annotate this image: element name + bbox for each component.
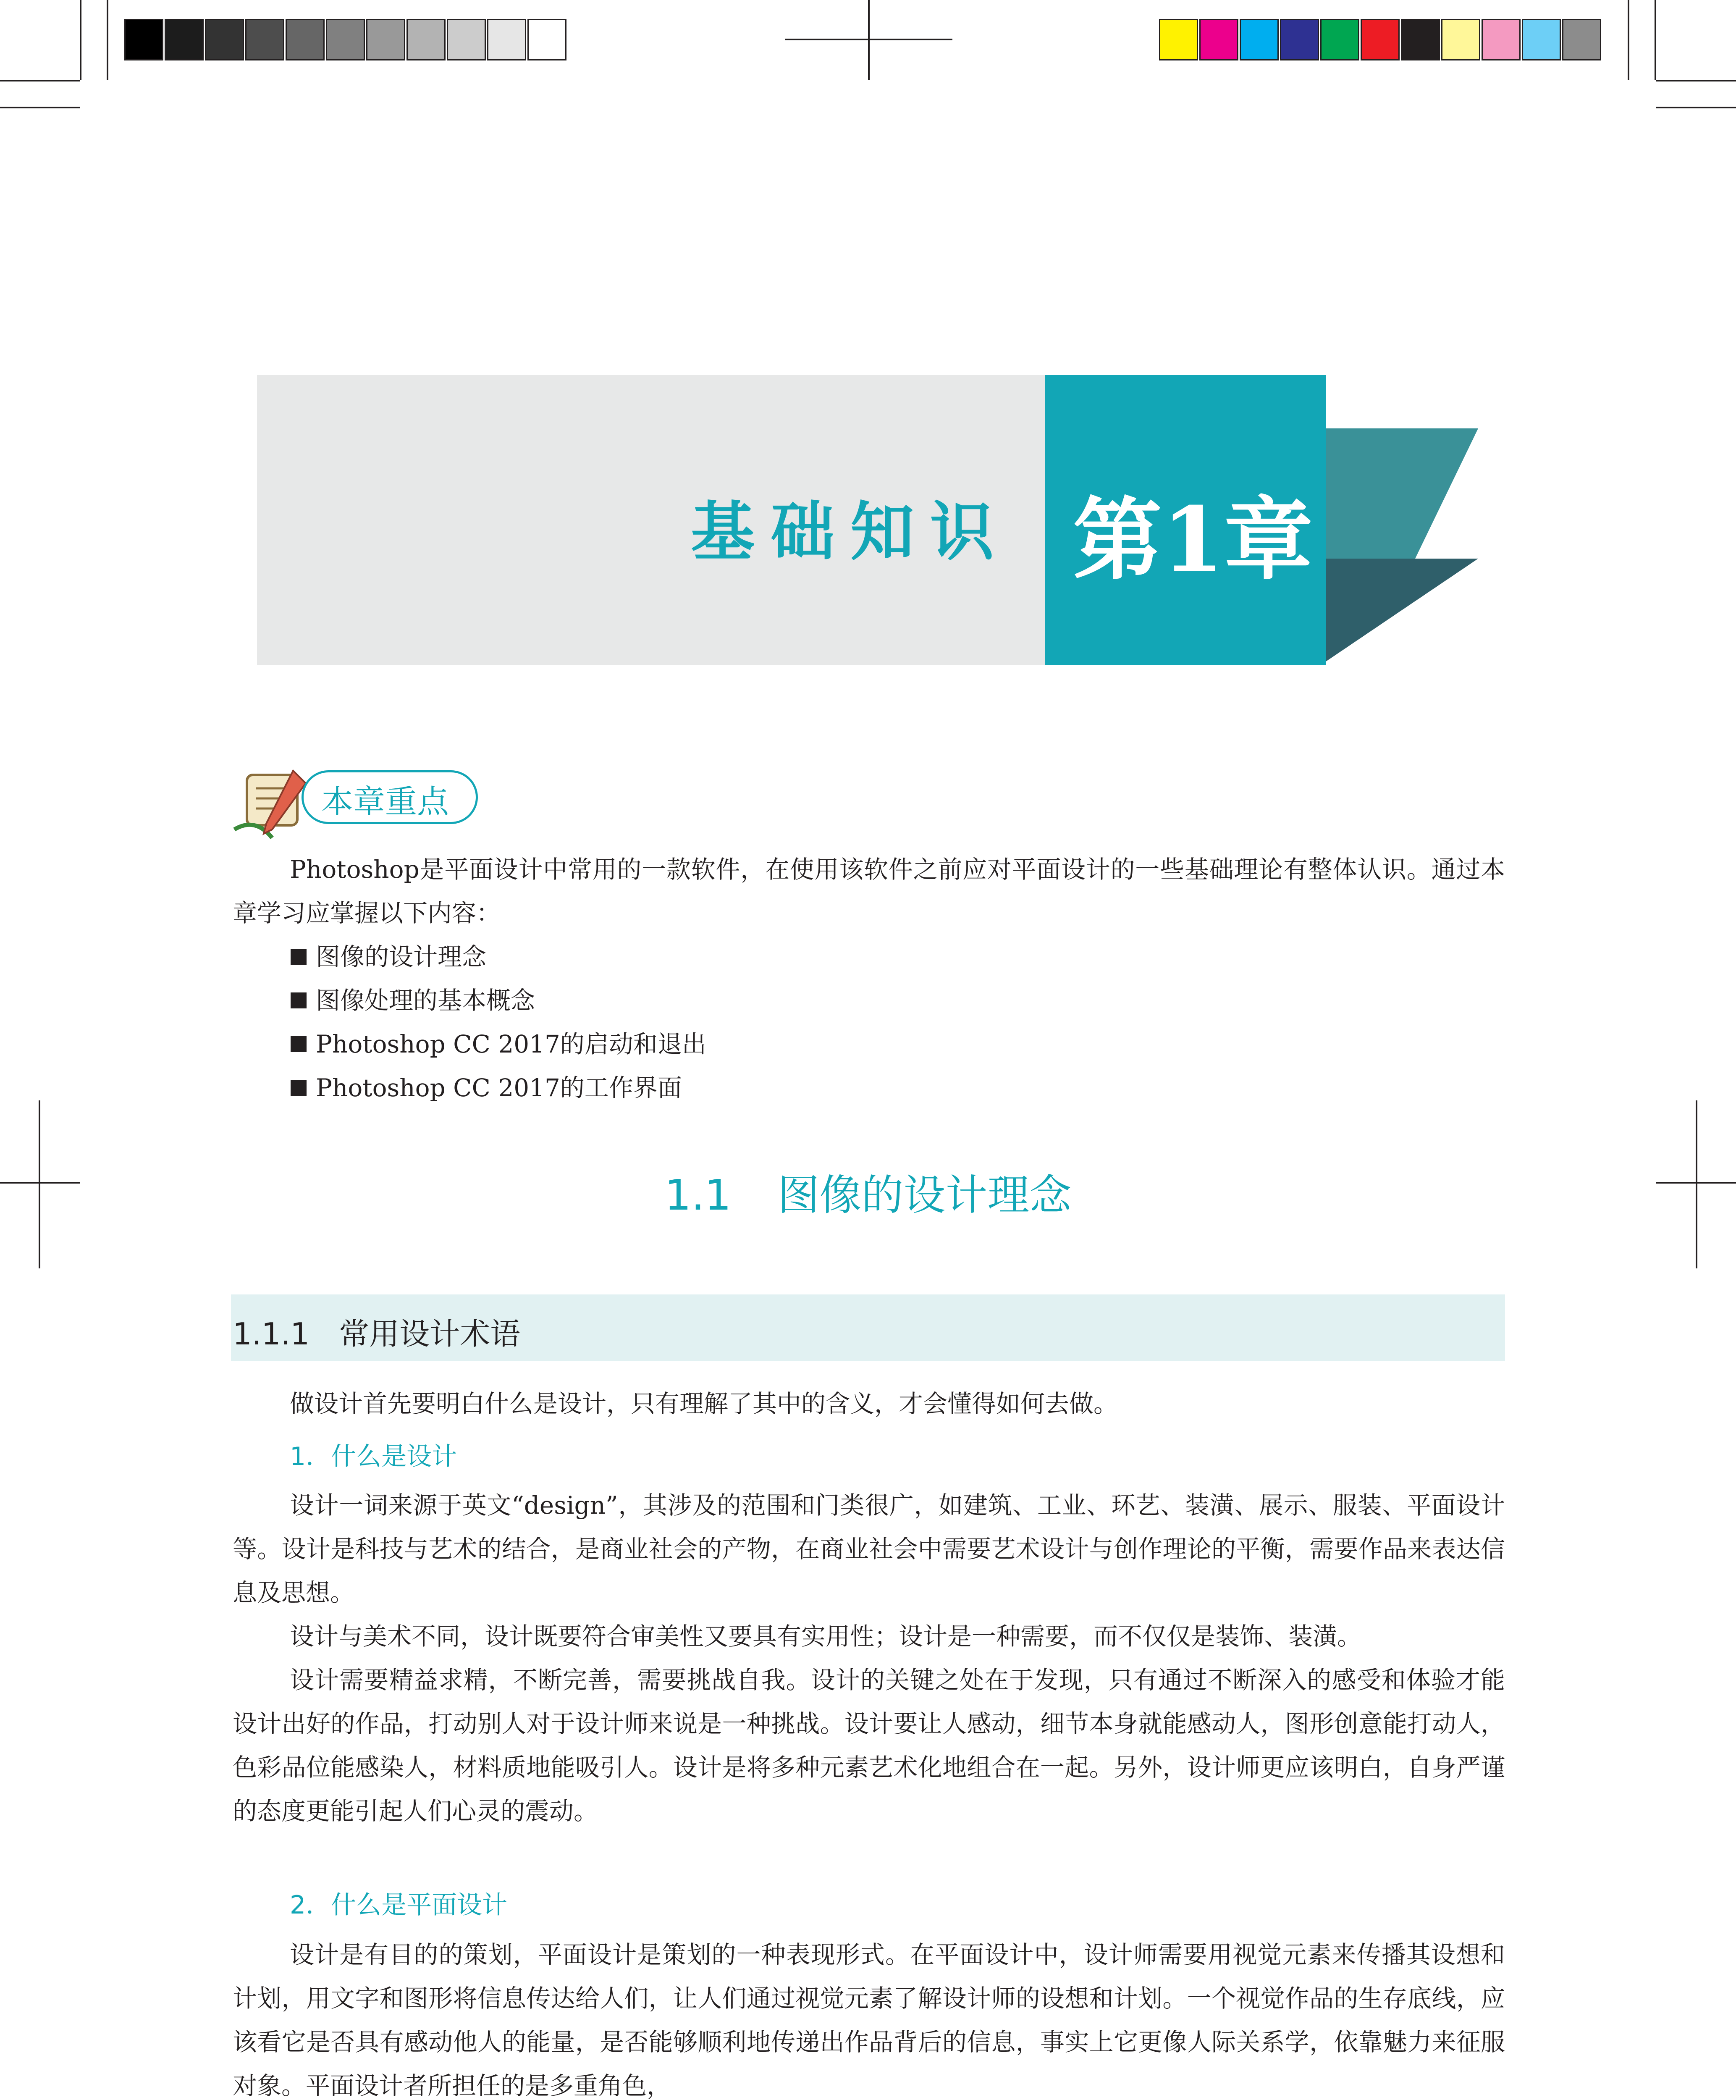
list-item: 图像处理的基本概念: [291, 979, 706, 1022]
paragraph: 设计与美术不同，设计既要符合审美性又要具有实用性；设计是一种需要，而不仅仅是装饰、装潢。: [290, 1622, 1362, 1651]
bullet-square-icon: [291, 1036, 307, 1052]
color-swatch: [205, 19, 244, 60]
subsection-heading: [233, 1310, 520, 1353]
color-swatch: [245, 19, 284, 60]
color-swatch: [124, 19, 163, 60]
paragraph: 设计一词来源于英文“design”，其涉及的范围和门类很广，如建筑、工业、环艺、装潢、展示、服装、平面设计等。设计是科技与艺术的结合，是商业社会的产物，在商业社会中需要艺术设计与创作理论的平衡，需要作品来表达信息及思想。: [233, 1491, 1505, 1607]
bullet-square-icon: [291, 1080, 307, 1096]
color-swatch: [1401, 19, 1440, 60]
paragraph: 设计需要精益求精，不断完善，需要挑战自我。设计的关键之处在于发现，只有通过不断深入的感受和体验才能设计出好的作品，打动别人对于设计师来说是一种挑战。设计要让人感动，细节本身就能感动人，图形创意能打动人，色彩品位能感染人，材料质地能吸引人。设计是将多种元素艺术化地组合在一起。另外，设计师更应该明白，自身严谨的态度更能引起人们心灵的震动。: [233, 1666, 1505, 1825]
part1-body: [233, 1483, 1505, 1833]
part2-body: [233, 1933, 1505, 2100]
color-swatch: [527, 19, 566, 60]
list-item: Photoshop CC 2017的工作界面: [291, 1066, 706, 1110]
color-swatch: [1562, 19, 1601, 60]
section-title: 图像的设计理念: [777, 1171, 1072, 1220]
lead-paragraph: 做设计首先要明白什么是设计，只有理解了其中的含义，才会懂得如何去做。: [290, 1389, 1118, 1418]
color-swatch: [406, 19, 446, 60]
color-swatch: [1482, 19, 1521, 60]
section-heading: [0, 1161, 1736, 1222]
color-swatch: [326, 19, 365, 60]
section-number: 1.1: [664, 1171, 732, 1220]
color-swatch: [1280, 19, 1319, 60]
key-points-list: [291, 935, 706, 1110]
color-swatch: [1361, 19, 1400, 60]
subsection-number: 1.1.1: [233, 1316, 310, 1352]
chapter-title: 基础知识: [691, 494, 1010, 569]
part1-heading: 1．什么是设计: [290, 1442, 457, 1471]
key-points-intro: Photoshop是平面设计中常用的一款软件，在使用该软件之前应对平面设计的一些基础理论有整体认识。通过本章学习应掌握以下内容：: [233, 855, 1505, 927]
part2-heading: 2．什么是平面设计: [290, 1890, 508, 1920]
color-swatch: [286, 19, 325, 60]
bullet-square-icon: [291, 992, 307, 1008]
subsection-title: 常用设计术语: [339, 1316, 521, 1352]
paragraph: 设计是有目的的策划，平面设计是策划的一种表现形式。在平面设计中，设计师需要用视觉元素来传播其设想和计划，用文字和图形将信息传达给人们，让人们通过视觉元素了解设计师的设想和计划。一个视觉作品的生存底线，应该看它是否具有感动他人的能量，是否能够顺利地传递出作品背后的信息，事实上它更像人际关系学，依靠魅力来征服对象。平面设计者所担任的是多重角色，: [233, 1940, 1505, 2100]
color-swatch: [1441, 19, 1480, 60]
bullet-square-icon: [291, 949, 307, 965]
key-points-label: 本章重点: [321, 783, 449, 820]
color-swatch: [1159, 19, 1198, 60]
color-swatch: [1320, 19, 1359, 60]
lead-block: [233, 1382, 1505, 1425]
color-swatch: [1199, 19, 1238, 60]
color-swatch: [1240, 19, 1279, 60]
ribbon-fold-icon: [1306, 424, 1491, 668]
color-swatch: [1522, 19, 1561, 60]
key-points-intro-block: [233, 848, 1505, 935]
color-swatch: [165, 19, 204, 60]
chapter-number: 第1章: [1073, 487, 1313, 592]
list-item: 图像的设计理念: [291, 935, 706, 979]
color-swatch: [366, 19, 405, 60]
color-swatch: [487, 19, 526, 60]
list-item: Photoshop CC 2017的启动和退出: [291, 1022, 706, 1066]
color-swatch: [447, 19, 486, 60]
